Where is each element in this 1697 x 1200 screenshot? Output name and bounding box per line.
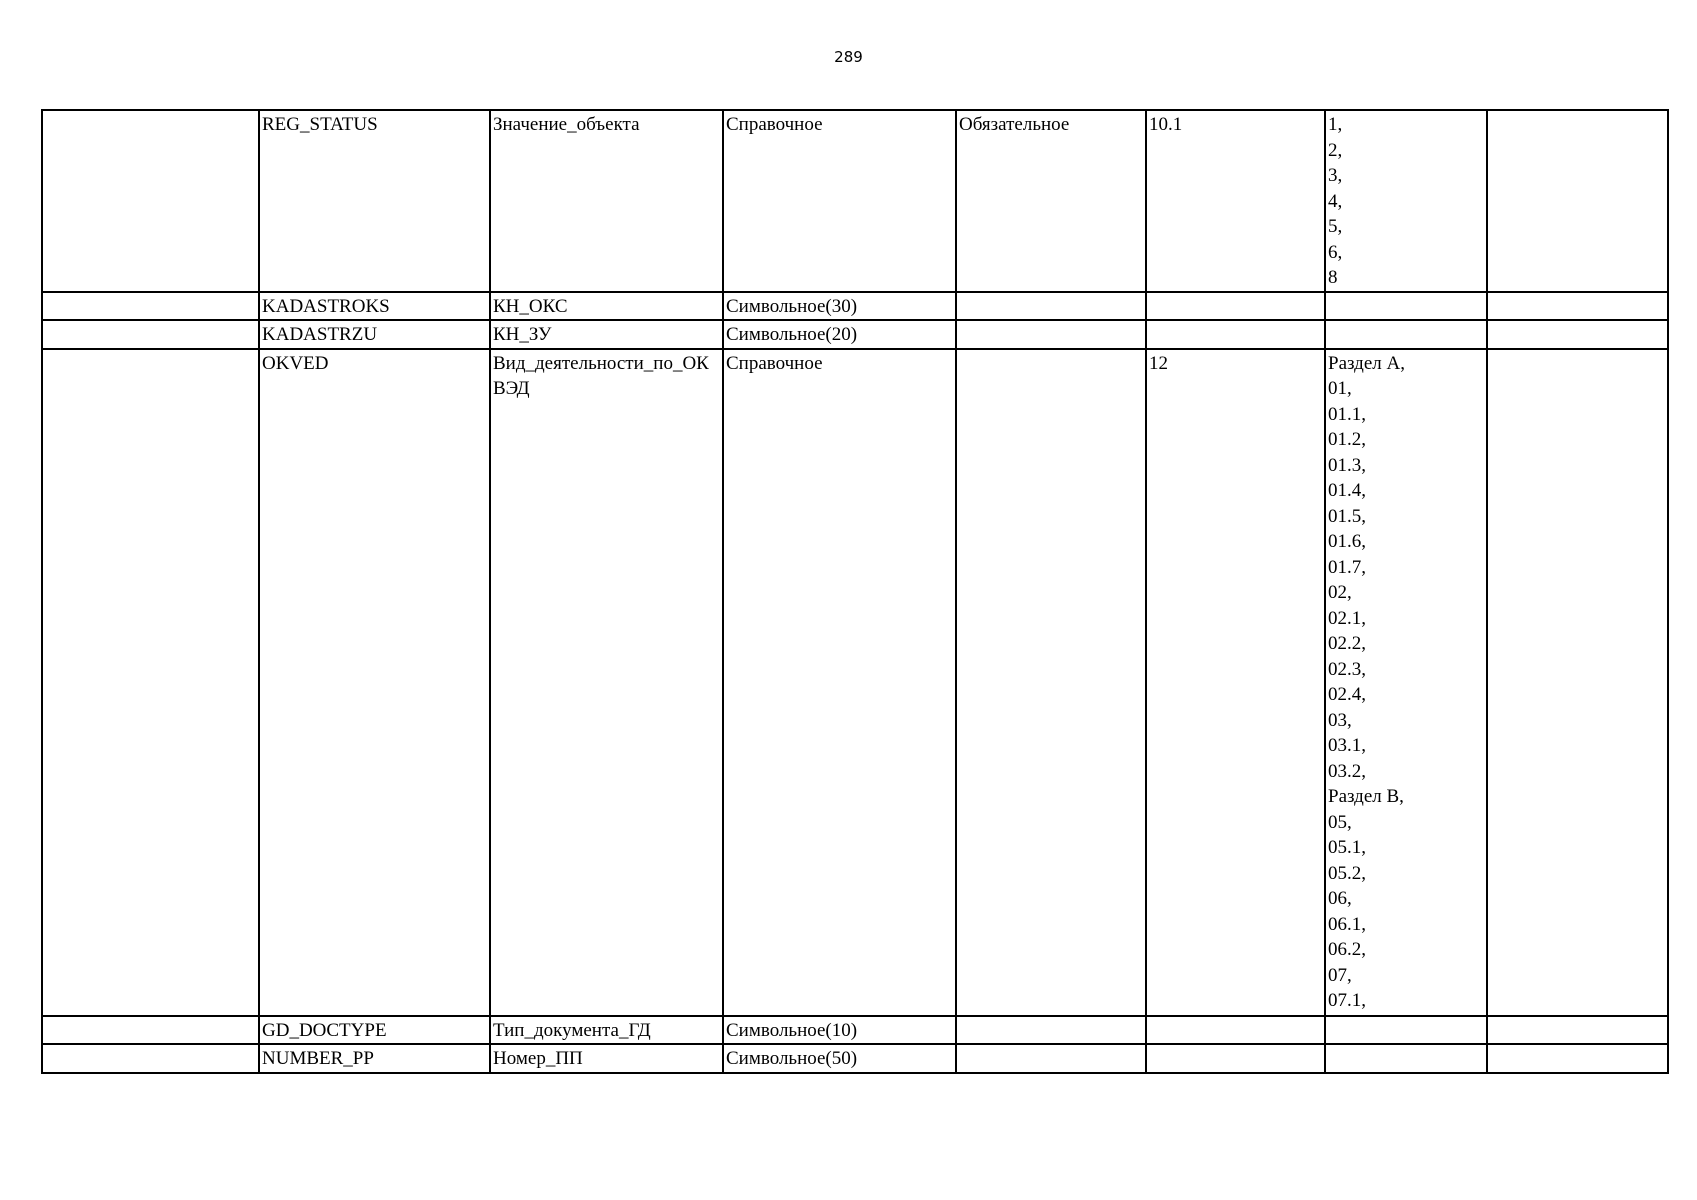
- field-code-cell: REG_STATUS: [259, 110, 490, 292]
- field-values-cell: [1325, 1016, 1487, 1045]
- field-type-cell: Символьное(50): [723, 1044, 956, 1073]
- row-empty-cell: [42, 1044, 259, 1073]
- row-empty-cell: [42, 110, 259, 292]
- field-required-cell: [956, 349, 1146, 1016]
- field-note-cell: [1487, 1016, 1668, 1045]
- field-note-cell: [1487, 1044, 1668, 1073]
- field-values-cell: Раздел А, 01, 01.1, 01.2, 01.3, 01.4, 01.5, 01.6, 01.7, 02, 02.1, 02.2, 02.3, 02.4, 03, 03.1, 03.2, Раздел B, 05, 05.1, 05.2, 06, 06.1, 06.2, 07, 07.1,: [1325, 349, 1487, 1016]
- field-ref-cell: 12: [1146, 349, 1325, 1016]
- field-note-cell: [1487, 320, 1668, 349]
- field-required-cell: [956, 320, 1146, 349]
- table-row: [42, 1016, 1668, 1045]
- row-empty-cell: [42, 292, 259, 321]
- row-empty-cell: [42, 1016, 259, 1045]
- attribute-table: [41, 109, 1669, 1074]
- field-ref-cell: [1146, 1016, 1325, 1045]
- field-name-cell: КН_ОКС: [490, 292, 723, 321]
- field-required-cell: Обязательное: [956, 110, 1146, 292]
- field-code-cell: OKVED: [259, 349, 490, 1016]
- field-note-cell: [1487, 292, 1668, 321]
- field-type-cell: Символьное(10): [723, 1016, 956, 1045]
- field-type-cell: Символьное(30): [723, 292, 956, 321]
- field-code-cell: KADASTROKS: [259, 292, 490, 321]
- field-values-cell: [1325, 292, 1487, 321]
- table-row: [42, 110, 1668, 292]
- field-type-cell: Символьное(20): [723, 320, 956, 349]
- field-values-cell: [1325, 1044, 1487, 1073]
- field-name-cell: Значение_объекта: [490, 110, 723, 292]
- field-code-cell: NUMBER_PP: [259, 1044, 490, 1073]
- field-name-cell: Вид_деятельности_по_ОКВЭД: [490, 349, 723, 1016]
- table-row: [42, 292, 1668, 321]
- row-empty-cell: [42, 320, 259, 349]
- page-number: 289: [834, 48, 863, 66]
- field-name-cell: Номер_ПП: [490, 1044, 723, 1073]
- row-empty-cell: [42, 349, 259, 1016]
- field-values-cell: 1, 2, 3, 4, 5, 6, 8: [1325, 110, 1487, 292]
- field-required-cell: [956, 1044, 1146, 1073]
- table-row: [42, 1044, 1668, 1073]
- field-ref-cell: [1146, 320, 1325, 349]
- field-values-cell: [1325, 320, 1487, 349]
- field-ref-cell: [1146, 292, 1325, 321]
- field-required-cell: [956, 292, 1146, 321]
- table-row: [42, 320, 1668, 349]
- field-required-cell: [956, 1016, 1146, 1045]
- field-note-cell: [1487, 110, 1668, 292]
- table-row: [42, 349, 1668, 1016]
- field-name-cell: КН_ЗУ: [490, 320, 723, 349]
- field-ref-cell: 10.1: [1146, 110, 1325, 292]
- field-note-cell: [1487, 349, 1668, 1016]
- field-code-cell: KADASTRZU: [259, 320, 490, 349]
- field-type-cell: Справочное: [723, 349, 956, 1016]
- field-ref-cell: [1146, 1044, 1325, 1073]
- field-name-cell: Тип_документа_ГД: [490, 1016, 723, 1045]
- field-code-cell: GD_DOCTYPE: [259, 1016, 490, 1045]
- field-type-cell: Справочное: [723, 110, 956, 292]
